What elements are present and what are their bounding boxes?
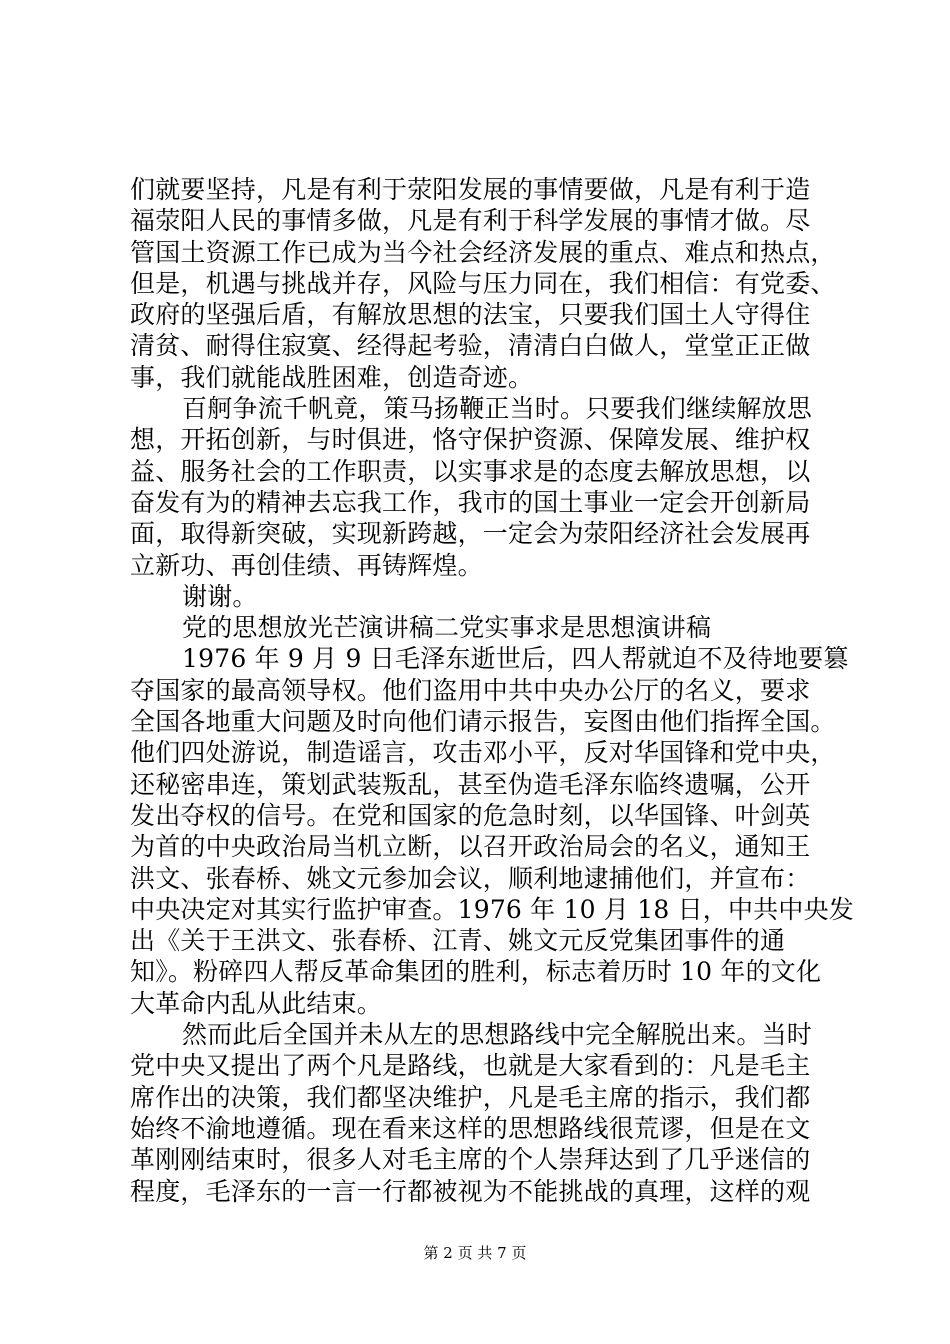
text-line: 1976 年 9 月 9 日毛泽东逝世后，四人帮就迫不及待地要篡 bbox=[182, 644, 849, 674]
text-line: 席作出的决策，我们都坚决维护，凡是毛主席的指示，我们都 bbox=[130, 1082, 811, 1112]
text-line: 大革命内乱从此结束。 bbox=[130, 988, 383, 1018]
text-line: 夺国家的最高领导权。他们盗用中共中央办公厅的名义，要求 bbox=[130, 675, 811, 705]
text-line: 党的思想放光芒演讲稿二党实事求是思想演讲稿 bbox=[182, 613, 712, 643]
text-line: 程度，毛泽东的一言一行都被视为不能挑战的真理，这样的观 bbox=[130, 1176, 811, 1206]
text-line: 奋发有为的精神去忘我工作，我市的国土事业一定会开创新局 bbox=[130, 487, 811, 517]
text-line: 中央决定对其实行监护审查。1976 年 10 月 18 日，中共中央发 bbox=[130, 894, 854, 924]
text-line: 百舸争流千帆竟，策马扬鞭正当时。只要我们继续解放思 bbox=[182, 394, 813, 424]
text-line: 全国各地重大问题及时向他们请示报告，妄图由他们指挥全国。 bbox=[130, 707, 836, 737]
text-line: 发出夺权的信号。在党和国家的危急时刻，以华国锋、叶剑英 bbox=[130, 800, 811, 830]
page-footer: 第 2 页 共 7 页 bbox=[423, 1244, 527, 1262]
text-line: 立新功、再创佳绩、再铸辉煌。 bbox=[130, 550, 483, 580]
text-line: 益、服务社会的工作职责，以实事求是的态度去解放思想，以 bbox=[130, 456, 811, 486]
text-line: 他们四处游说，制造谣言，攻击邓小平，反对华国锋和党中央， bbox=[130, 738, 836, 768]
text-line: 出《关于王洪文、张春桥、江青、姚文元反党集团事件的通 bbox=[130, 926, 786, 956]
text-line: 革刚刚结束时，很多人对毛主席的个人崇拜达到了几乎迷信的 bbox=[130, 1145, 811, 1175]
text-line: 面，取得新突破，实现新跨越，一定会为荥阳经济社会发展再 bbox=[130, 519, 811, 549]
text-line: 但是，机遇与挑战并存，风险与压力同在，我们相信：有党委、 bbox=[130, 268, 836, 298]
text-line: 福荥阳人民的事情多做，凡是有利于科学发展的事情才做。尽 bbox=[130, 206, 811, 236]
text-line: 党中央又提出了两个凡是路线，也就是大家看到的：凡是毛主 bbox=[130, 1051, 811, 1081]
text-line: 事，我们就能战胜困难，创造奇迹。 bbox=[130, 362, 534, 392]
text-line: 始终不渝地遵循。现在看来这样的思想路线很荒谬，但是在文 bbox=[130, 1113, 811, 1143]
text-line: 还秘密串连，策划武装叛乱，甚至伪造毛泽东临终遗嘱，公开 bbox=[130, 769, 811, 799]
text-line: 政府的坚强后盾，有解放思想的法宝，只要我们国土人守得住 bbox=[130, 300, 811, 330]
document-body bbox=[130, 174, 854, 1207]
text-line: 想，开拓创新，与时俱进，恪守保护资源、保障发展、维护权 bbox=[130, 425, 811, 455]
text-line: 谢谢。 bbox=[182, 581, 258, 611]
text-line: 洪文、张春桥、姚文元参加会议，顺利地逮捕他们，并宣布： bbox=[130, 863, 811, 893]
text-line: 清贫、耐得住寂寞、经得起考验，清清白白做人，堂堂正正做 bbox=[130, 331, 811, 361]
text-line: 们就要坚持，凡是有利于荥阳发展的事情要做，凡是有利于造 bbox=[130, 175, 811, 204]
text-line: 知》。粉碎四人帮反革命集团的胜利，标志着历时 10 年的文化 bbox=[130, 957, 822, 987]
text-line: 然而此后全国并未从左的思想路线中完全解脱出来。当时 bbox=[182, 1020, 813, 1050]
text-line: 管国土资源工作已成为当今社会经济发展的重点、难点和热点， bbox=[130, 237, 836, 267]
text-line: 为首的中央政治局当机立断，以召开政治局会的名义，通知王 bbox=[130, 832, 811, 862]
